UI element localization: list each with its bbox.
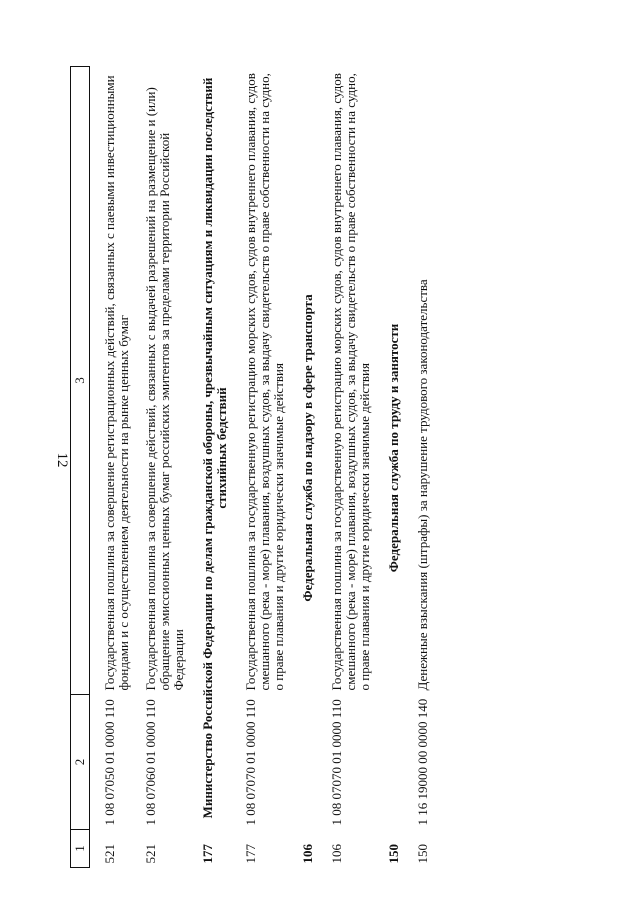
page-number: 12 bbox=[54, 452, 70, 468]
table-row bbox=[403, 67, 430, 868]
description-cell: Государственная пошлина за совершение действий, связанных с выдачей разрешений на размещение и (или) обращение эмиссионных ценных бумаг российских эмитентов за пределами территории Российской Федерации bbox=[143, 87, 186, 691]
classification-code-cell: 1 08 07070 01 0000 110 bbox=[243, 699, 258, 826]
description-cell: Государственная пошлина за государственную регистрацию морских судов, судов внутреннего плавания, судов смешанного (река - море) плавания, воздушных судов, за выдачу свидетельств о праве собственности на судно, о праве плавания и другие юридически значимые действия bbox=[329, 73, 372, 691]
classification-code-cell: 1 08 07050 01 0000 110 bbox=[102, 699, 117, 826]
classification-code-cell: 1 08 07060 01 0000 110 bbox=[143, 699, 158, 826]
table-row bbox=[317, 67, 372, 868]
description-cell: Государственная пошлина за государственную регистрацию морских судов, судов внутреннего плавания, судов смешанного (река - море) плавания, воздушных судов, за выдачу свидетельств о праве собственности на судно, о праве плавания и другие юридически значимые действия bbox=[243, 73, 286, 691]
admin-code-cell: 177 bbox=[243, 844, 258, 864]
budget-codes-table bbox=[70, 66, 430, 868]
table-row bbox=[90, 67, 132, 868]
table-section-row bbox=[286, 67, 317, 868]
admin-code-cell: 150 bbox=[415, 844, 430, 864]
admin-code-cell: 106 bbox=[300, 844, 315, 864]
admin-code-cell: 521 bbox=[102, 844, 117, 864]
section-title: Министерство Российской Федерации по делам гражданской обороны, чрезвычайным ситуациям и ликвидации последствий стихийных бедствий bbox=[200, 77, 229, 819]
section-title: Федеральная служба по надзору в сфере транспорта bbox=[300, 294, 315, 602]
admin-code-cell: 150 bbox=[386, 844, 401, 864]
classification-code-cell: 1 08 07070 01 0000 110 bbox=[329, 699, 344, 826]
table-section-row bbox=[372, 67, 403, 868]
column-header-1: 1 bbox=[71, 830, 90, 868]
rotated-page-content bbox=[70, 64, 590, 868]
table-section-row bbox=[186, 67, 231, 868]
classification-code-cell: 1 16 19000 00 0000 140 bbox=[415, 698, 430, 826]
admin-code-cell: 106 bbox=[329, 844, 344, 864]
description-cell: Государственная пошлина за совершение регистрационных действий, связанных с паевыми инвестиционными фондами и с осуществлением деятельности на рынке ценных бумаг bbox=[102, 75, 131, 691]
table-row bbox=[231, 67, 286, 868]
admin-code-cell: 177 bbox=[200, 844, 215, 864]
column-header-2: 2 bbox=[71, 695, 90, 830]
table-header-row bbox=[71, 67, 90, 868]
table-row bbox=[131, 67, 186, 868]
section-title: Федеральная служба по труду и занятости bbox=[386, 323, 401, 573]
admin-code-cell: 521 bbox=[143, 844, 158, 864]
description-cell: Денежные взыскания (штрафы) за нарушение трудового законодательства bbox=[415, 279, 430, 691]
column-header-3: 3 bbox=[71, 67, 90, 695]
